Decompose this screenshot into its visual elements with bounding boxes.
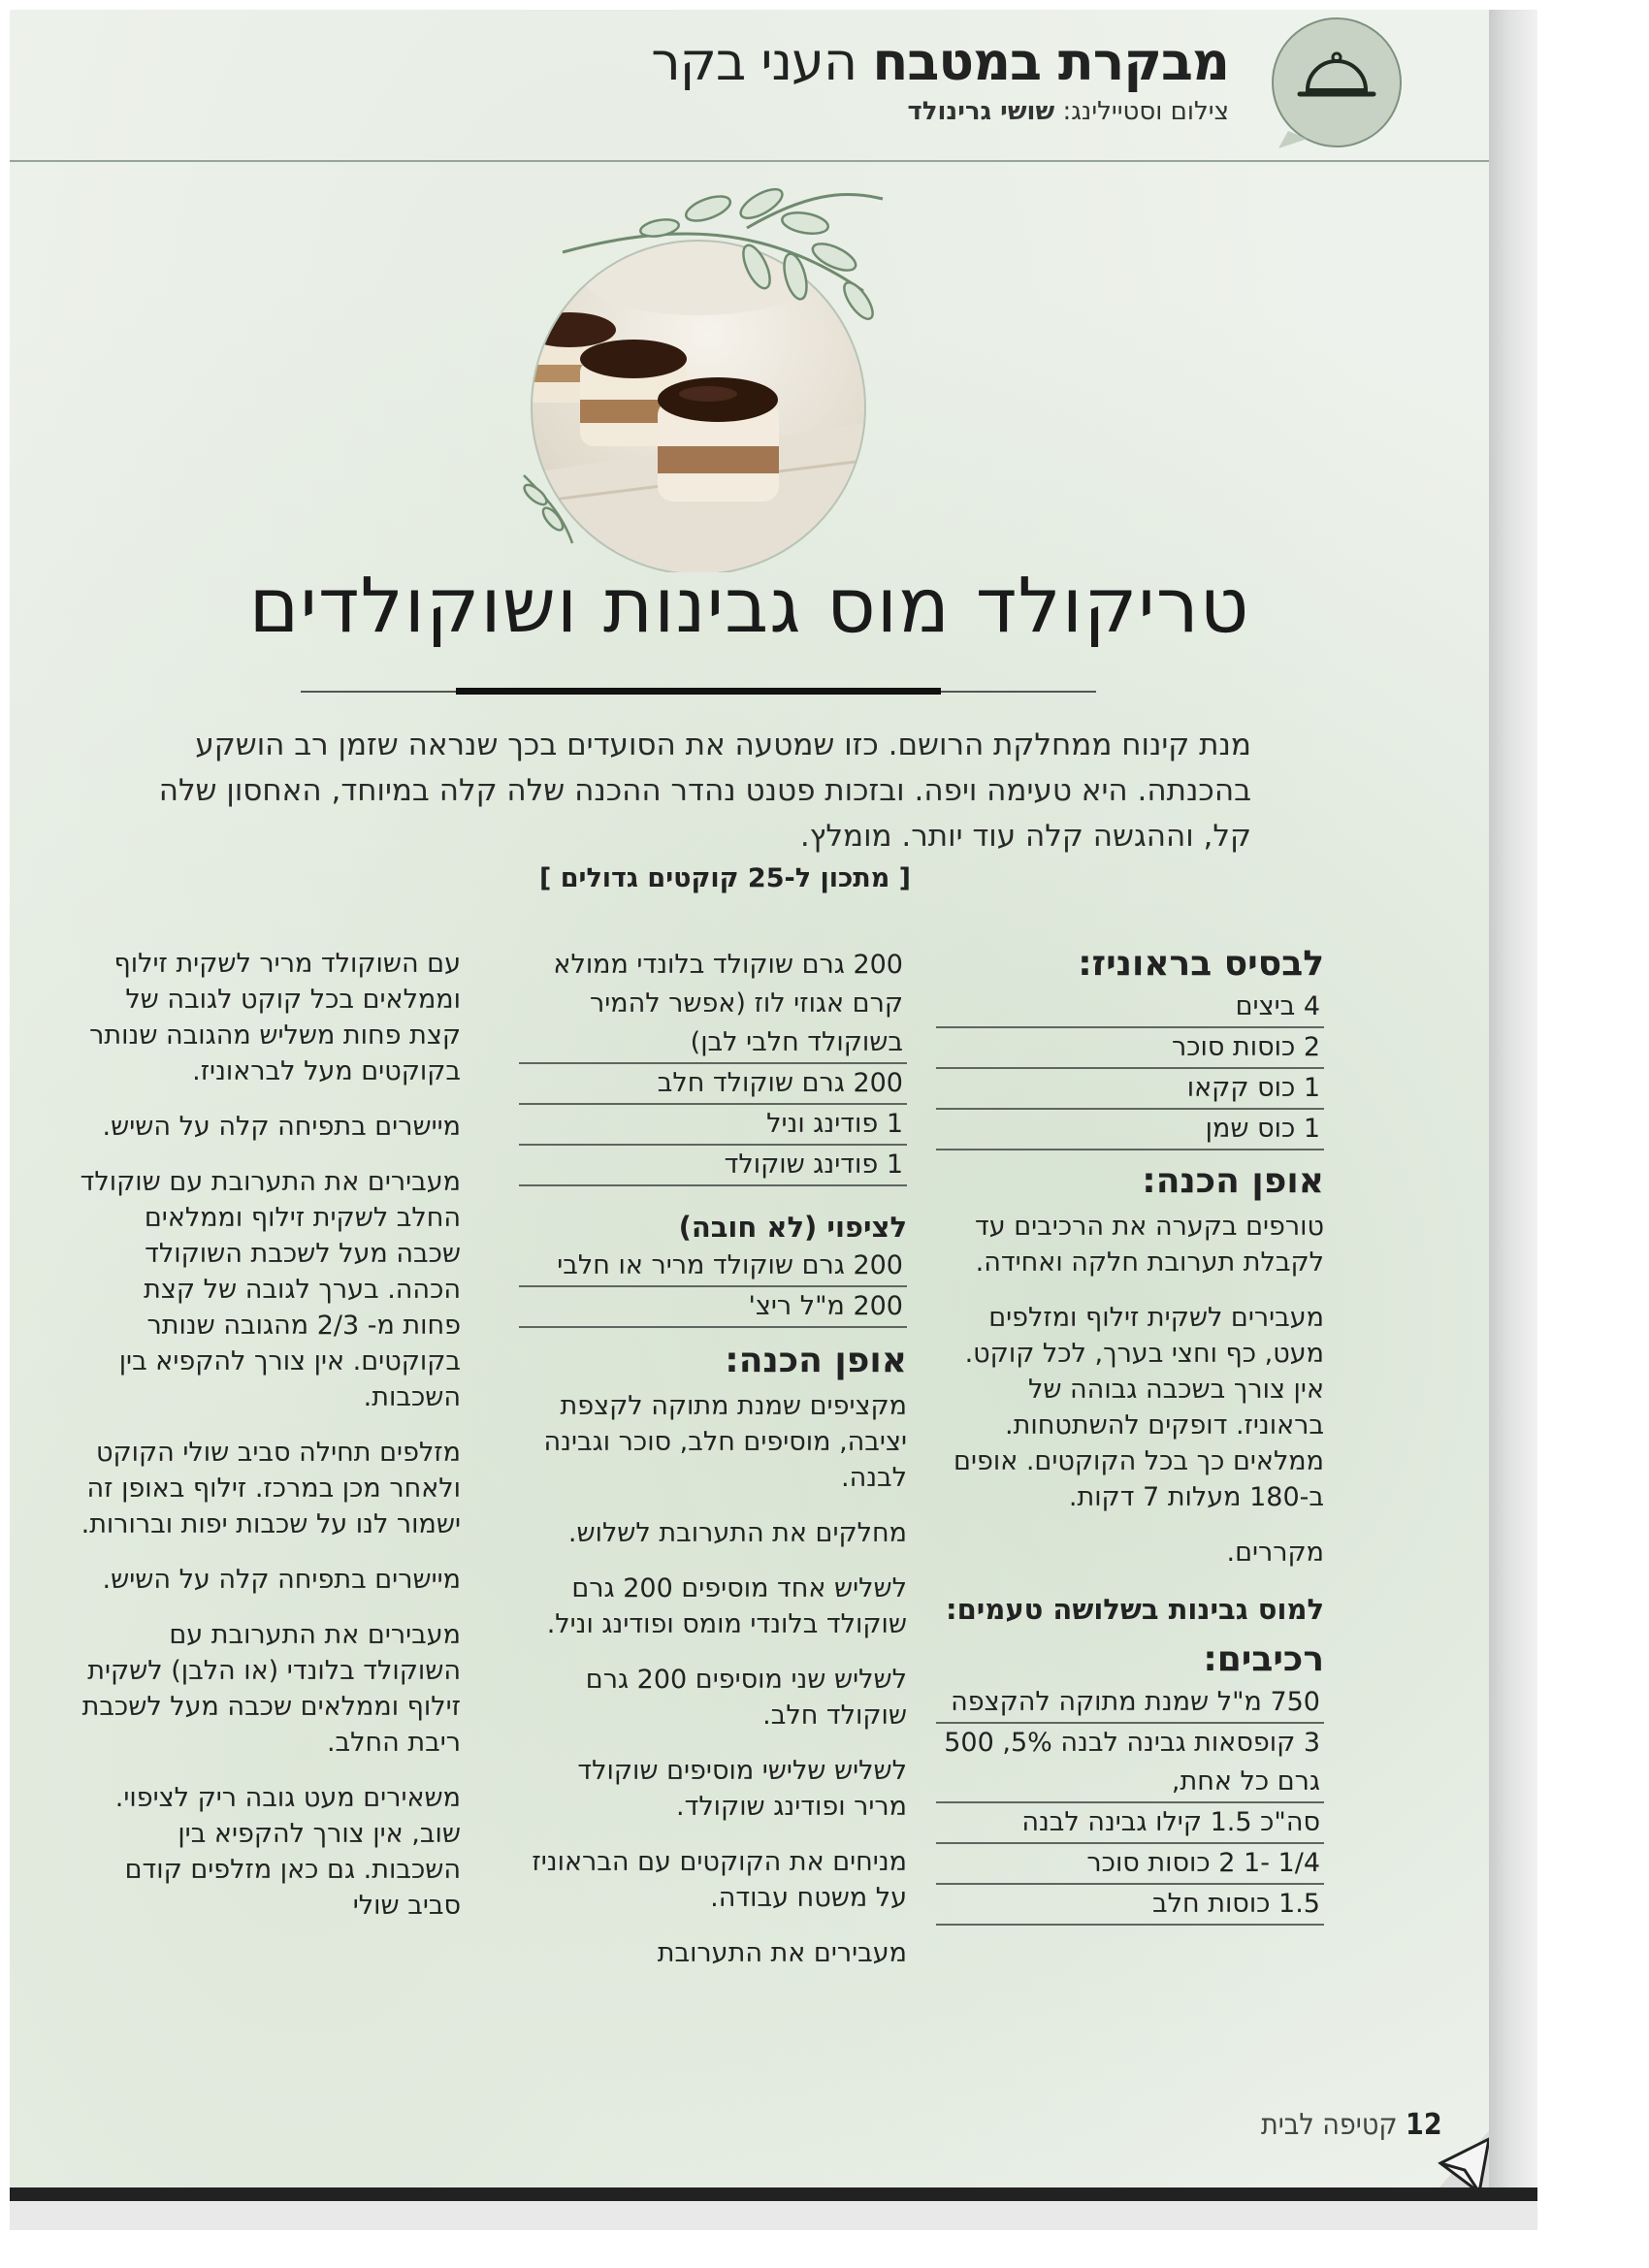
method-heading: אופן הכנה:: [725, 1341, 907, 1380]
brownie-heading: לבסיס בראוניז:: [1078, 944, 1324, 984]
section-title: מבקרת במטבח העני בקר: [651, 31, 1229, 92]
dessert-photo: [514, 184, 980, 572]
column-right: [936, 941, 1324, 1926]
mousse-ingredients-heading: רכיבים:: [1203, 1639, 1324, 1679]
step: לשליש אחד מוסיפים 200 גרם שוקולד בלונדי מומס ופודינג וניל.: [546, 1573, 907, 1639]
magazine-name: קטיפה לבית: [1261, 2108, 1398, 2142]
step: מעבירים את התערובת עם שוקולד החלב לשקית זילוף וממלאים שכבה מעל לשכבת השוקולד הכהה. בערך לגובה של קצת פחות מ- 2/3 מהגובה שנותר בקוקטים. אין צורך להקפיא בין השכבות.: [80, 1167, 461, 1412]
photo-credit: צילום וסטיילינג: שושי גרינולד: [907, 97, 1229, 126]
ingredient-item: סה"כ 1.5 קילו גבינה לבנה: [936, 1803, 1324, 1844]
page-footer: [1261, 2108, 1442, 2142]
ingredient-item: 2 כוסות סוכר: [936, 1028, 1324, 1069]
ingredient-item: 1 פודינג וניל: [519, 1105, 907, 1146]
ingredient-item: 200 מ"ל ריצ': [519, 1287, 907, 1328]
recipe-title: טריקולד מוס גבינות ושוקולדים: [248, 563, 1250, 650]
recipe-intro: מנת קינוח ממחלקת הרושם. כזו שמטעה את הסועדים בכך שנראה שזמן רב הושקע בהכנתה. היא טעימה ויפה. ובזכות פטנט נהדר ההכנה שלה קלה במיוחד, האחסון שלה קל, וההגשה קלה עוד יותר. מומלץ.: [158, 728, 1251, 854]
coating-heading: לציפוי (לא חובה): [678, 1211, 907, 1244]
ingredient-item: 750 מ"ל שמנת מתוקה להקצפה: [936, 1683, 1324, 1724]
page-number: 12: [1406, 2108, 1442, 2142]
ingredient-item: 4 ביצים: [936, 988, 1324, 1028]
mousse-ingredients-continued: [519, 946, 907, 1186]
column-left: [78, 946, 461, 1943]
step: עם השוקולד מריר לשקית זילוף וממלאים בכל קוקט לגובה של קצת פחות משליש מהגובה שנותר בקוקטים מעל לבראוניז.: [89, 949, 461, 1086]
column-middle: [519, 946, 907, 1991]
scan-shadow: [10, 2187, 1537, 2201]
step: מקררים.: [1226, 1538, 1324, 1568]
ingredient-item: 1.5 כוסות חלב: [936, 1885, 1324, 1926]
step: מיישרים בתפיחה קלה על השיש.: [102, 1565, 461, 1595]
step: משאירים מעט גובה ריק לציפוי. שוב, אין צורך להקפיא בין השכבות. גם כאן מזלפים קודם סביב שולי: [114, 1783, 461, 1921]
ingredient-item: 1/4 -1 2 כוסות סוכר: [936, 1844, 1324, 1885]
brownie-steps: [936, 1209, 1324, 1571]
ingredient-item: 200 גרם שוקולד חלב: [519, 1064, 907, 1105]
recipe-yield: [ מתכון ל-25 קוקטים גדולים ]: [538, 863, 911, 893]
ingredient-item: 3 קופסאות גבינה לבנה 5%, 500 גרם כל אחת,: [936, 1724, 1324, 1803]
step: מעבירים את התערובת עם השוקולד בלונדי (או הלבן) לשקית זילוף וממלאים שכבה מעל לשכבת ריבת החלב.: [81, 1620, 461, 1758]
step: מעבירים את התערובת: [657, 1938, 907, 1968]
step: מזלפים תחילה סביב שולי הקוקט ולאחר מכן במרכז. זילוף באופן זה ישמור לנו על שכבות יפות וברורות.: [81, 1438, 461, 1539]
step: מקציפים שמנת מתוקה לקצפת יציבה, מוסיפים חלב, סוכר וגבינה לבנה.: [543, 1391, 907, 1493]
brownie-ingredients: [936, 988, 1324, 1150]
step: טורפים בקערה את הרכיבים עד לקבלת תערובת חלקה ואחידה.: [975, 1212, 1324, 1278]
coating-ingredients: [519, 1247, 907, 1328]
page-edge: [1489, 10, 1537, 2187]
brownie-method-heading: אופן הכנה:: [1142, 1161, 1324, 1201]
page-curl-icon: [1421, 2110, 1489, 2187]
scan-background: [10, 2201, 1537, 2230]
title-rule-accent: [456, 688, 941, 695]
mousse-heading: למוס גבינות בשלושה טעמים:: [946, 1593, 1324, 1626]
header-divider: [10, 160, 1489, 162]
mousse-ingredients: [936, 1683, 1324, 1926]
method-steps: [519, 1388, 907, 1971]
ingredient-item: 1 פודינג שוקולד: [519, 1146, 907, 1186]
ingredient-item: 200 גרם שוקולד מריר או חלבי: [519, 1247, 907, 1287]
ingredient-item: 1 כוס שמן: [936, 1110, 1324, 1150]
step: לשליש שלישי מוסיפים שוקולד מריר ופודינג שוקולד.: [577, 1756, 907, 1822]
step: לשליש שני מוסיפים 200 גרם שוקולד חלב.: [585, 1665, 907, 1731]
ingredient-item: 1 כוס קקאו: [936, 1069, 1324, 1110]
step: מחלקים את התערובת לשלוש.: [567, 1518, 907, 1548]
ingredient-item: 200 גרם שוקולד בלונדי ממולא קרם אגוזי לוז (אפשר להמיר בשוקולד חלבי לבן): [519, 946, 907, 1064]
step: מעבירים לשקית זילוף ומזלפים מעט, כף וחצי בערך, לכל קוקט. אין צורך בשכבה גבוהה של בראוניז. דופקים להשתטחות. ממלאים כך בכל הקוקטים. אופים ב-180 מעלות 7 דקות.: [954, 1303, 1324, 1512]
step: מניחים את הקוקטים עם הבראוניז על משטח עבודה.: [532, 1847, 907, 1913]
method-steps-continued: [78, 946, 461, 1924]
step: מיישרים בתפיחה קלה על השיש.: [102, 1112, 461, 1142]
magazine-page: [10, 10, 1489, 2187]
serving-cloche-icon: [1261, 15, 1406, 150]
